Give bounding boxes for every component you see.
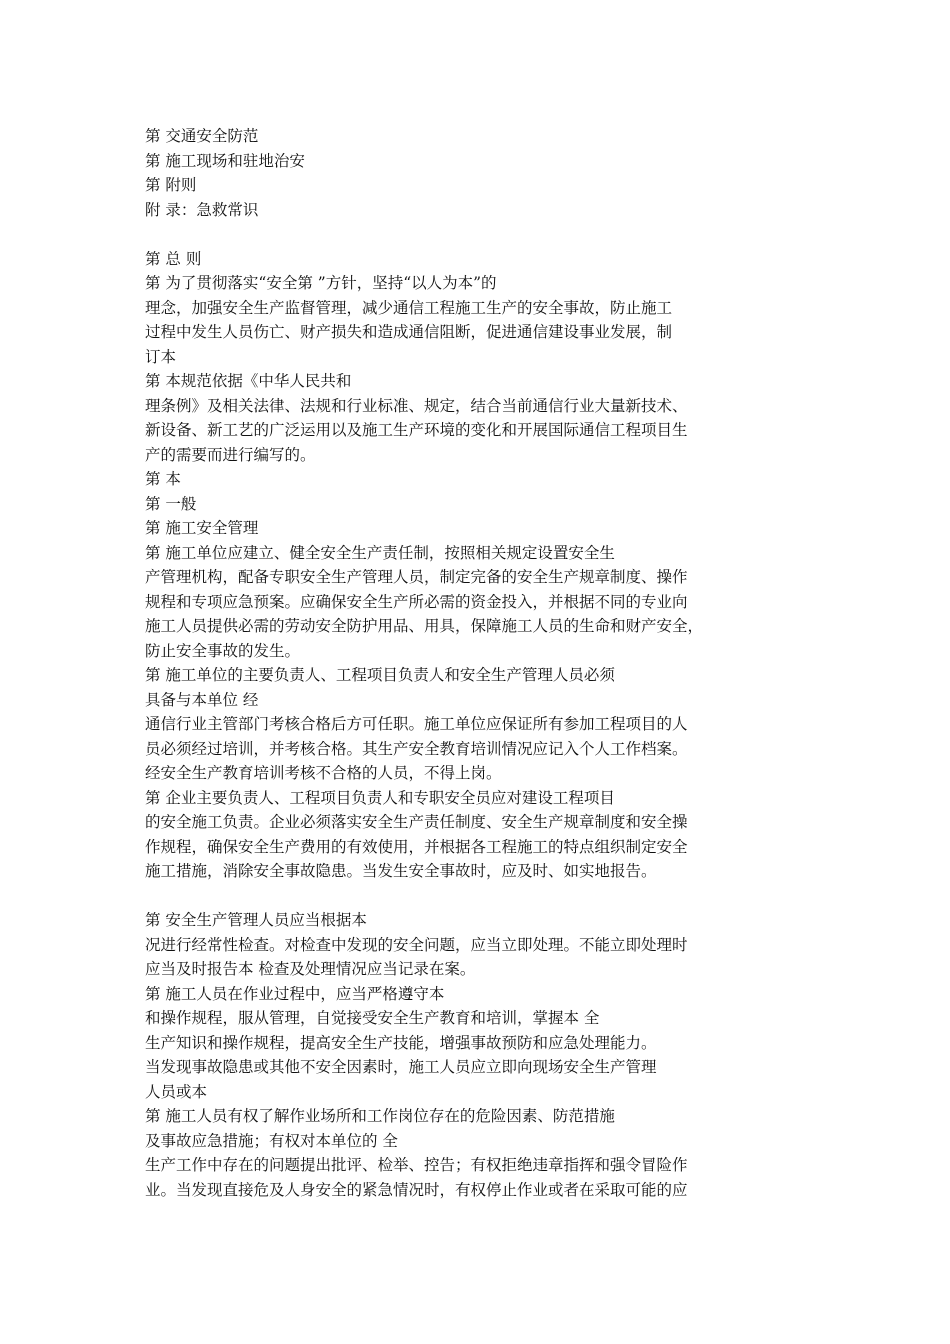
text-line: 第 施工安全管理 xyxy=(145,519,259,537)
text-line: 应当及时报告本 检查及处理情况应当记录在案。 xyxy=(145,960,476,978)
text-line: 第 施工人员有权了解作业场所和工作岗位存在的危险因素、防范措施 xyxy=(145,1107,615,1125)
text-line: 第 施工人员在作业过程中，应当严格遵守本 xyxy=(145,984,445,1003)
text-line: 通信行业主管部门考核合格后方可任职。施工单位应保证所有参加工程项目的人 xyxy=(145,715,688,733)
text-line: 第 为了贯彻落实“安全第 ”方针，坚持“以人为本”的 xyxy=(145,274,497,292)
text-line: 附 录：急救常识 xyxy=(145,200,259,219)
text-line: 第 本 xyxy=(145,470,181,488)
blank-line xyxy=(145,222,905,247)
text-line: 第 一般 xyxy=(145,494,197,513)
text-line: 规程和专项应急预案。应确保安全生产所必需的资金投入，并根据不同的专业向 xyxy=(145,592,688,611)
text-line: 第 企业主要负责人、工程项目负责人和专职安全员应对建设工程项目 xyxy=(145,788,615,807)
text-line: 新设备、新工艺的广泛运用以及施工生产环境的变化和开展国际通信工程项目生 xyxy=(145,421,688,439)
text-line: 理念，加强安全生产监督管理，减少通信工程施工生产的安全事故，防止施工 xyxy=(145,298,673,317)
text-line: 理条例》及相关法律、法规和行业标准、规定，结合当前通信行业大量新技术、 xyxy=(145,396,688,415)
text-line: 施工人员提供必需的劳动安全防护用品、用具，保障施工人员的生命和财产安全， xyxy=(145,617,704,635)
text-line: 产的需要而进行编写的。 xyxy=(145,445,316,464)
text-line: 第 安全生产管理人员应当根据本 xyxy=(145,911,367,929)
text-line: 订本 xyxy=(145,347,177,366)
text-line: 第 交通安全防范 xyxy=(145,127,259,145)
text-line: 防止安全事故的发生。 xyxy=(145,641,301,660)
text-line: 业。当发现直接危及人身安全的紧急情况时，有权停止作业或者在采取可能的应 xyxy=(145,1180,688,1199)
document-page xyxy=(145,124,905,1202)
section-heading: 第 总 则 xyxy=(145,249,202,268)
text-line: 产管理机构，配备专职安全生产管理人员，制定完备的安全生产规章制度、操作 xyxy=(145,568,688,586)
text-line: 具备与本单位 经 xyxy=(145,690,259,709)
text-line: 当发现事故隐患或其他不安全因素时，施工人员应立即向现场安全生产管理 xyxy=(145,1058,657,1076)
text-line: 生产工作中存在的问题提出批评、检举、控告；有权拒绝违章指挥和强令冒险作 xyxy=(145,1156,688,1174)
text-line: 员必须经过培训，并考核合格。其生产安全教育培训情况应记入个人工作档案。 xyxy=(145,739,688,758)
text-line: 第 附则 xyxy=(145,176,197,194)
text-line: 及事故应急措施；有权对本单位的 全 xyxy=(145,1131,398,1150)
text-line: 生产知识和操作规程，提高安全生产技能，增强事故预防和应急处理能力。 xyxy=(145,1033,657,1052)
text-line: 人员或本 xyxy=(145,1082,208,1101)
text-line: 第 本规范依据《中华人民共和 xyxy=(145,372,352,390)
text-line: 的安全施工负责。企业必须落实安全生产责任制度、安全生产规章制度和安全操 xyxy=(145,813,688,831)
text-line: 作规程，确保安全生产费用的有效使用，并根据各工程施工的特点组织制定安全 xyxy=(145,837,688,856)
blank-line xyxy=(145,884,905,909)
text-line: 和操作规程，服从管理，自觉接受安全生产教育和培训，掌握本 全 xyxy=(145,1009,600,1027)
text-line: 第 施工单位应建立、健全安全生产责任制，按照相关规定设置安全生 xyxy=(145,543,615,562)
text-line: 第 施工单位的主要负责人、工程项目负责人和安全生产管理人员必须 xyxy=(145,666,615,684)
text-line: 经安全生产教育培训考核不合格的人员，不得上岗。 xyxy=(145,764,502,782)
text-line: 第 施工现场和驻地治安 xyxy=(145,151,305,170)
text-line: 施工措施，消除安全事故隐患。当发生安全事故时，应及时、如实地报告。 xyxy=(145,862,657,880)
text-line: 况进行经常性检查。对检查中发现的安全问题，应当立即处理。不能立即处理时 xyxy=(145,935,688,954)
text-line: 过程中发生人员伤亡、财产损失和造成通信阻断，促进通信建设事业发展，制 xyxy=(145,323,673,341)
